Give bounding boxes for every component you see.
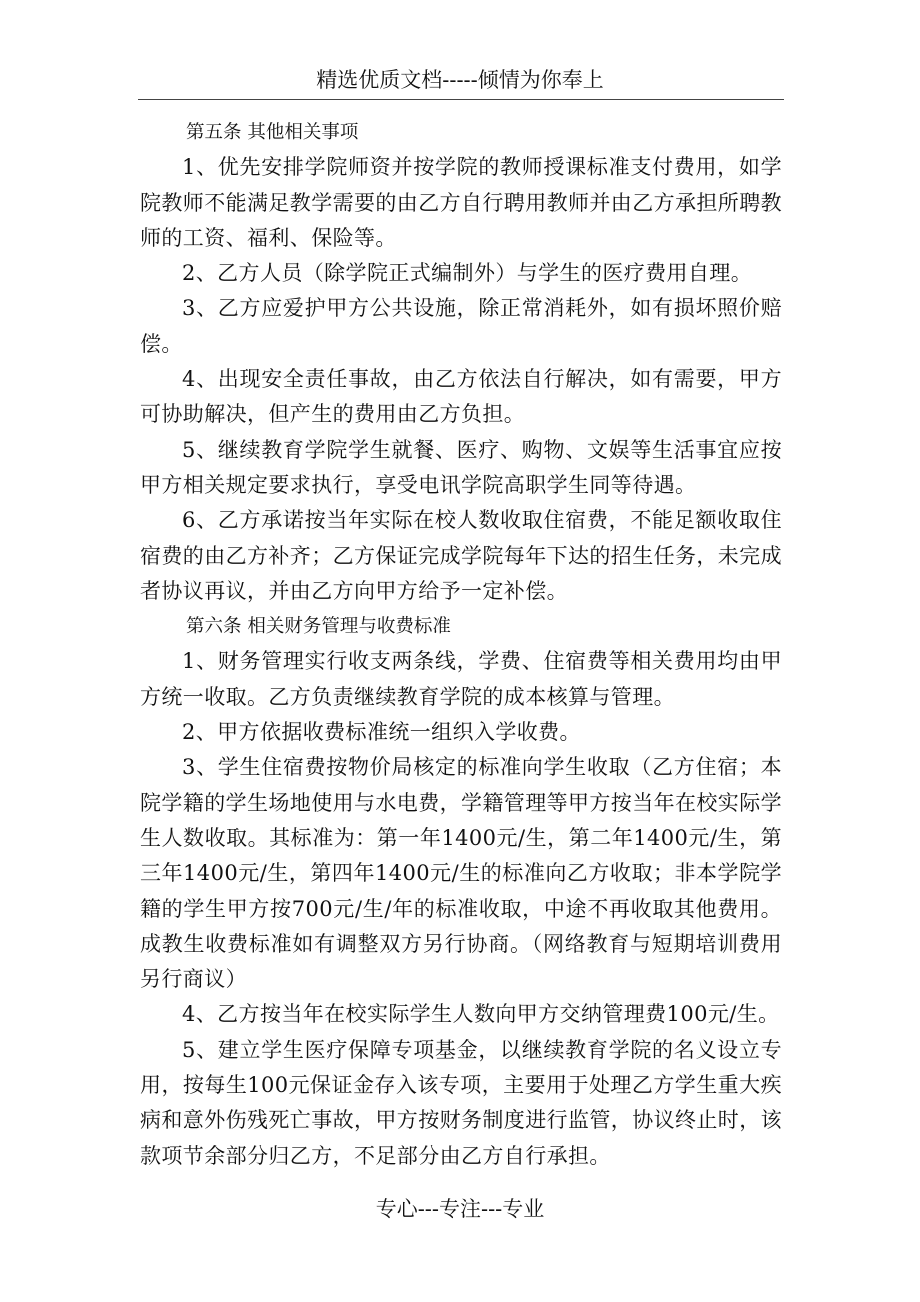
- paragraph: 1、财务管理实行收支两条线，学费、住宿费等相关费用均由甲方统一收取。乙方负责继续教育学院的成本核算与管理。: [140, 649, 782, 709]
- paragraph: 1、优先安排学院师资并按学院的教师授课标准支付费用，如学院教师不能满足教学需要的由乙方自行聘用教师并由乙方承担所聘教师的工资、福利、保险等。: [140, 155, 782, 250]
- paragraph: 4、出现安全责任事故，由乙方依法自行解决，如有需要，甲方可协助解决，但产生的费用由乙方负担。: [140, 367, 782, 427]
- document-body: [140, 115, 782, 1174]
- paragraph: 4、乙方按当年在校实际学生人数向甲方交纳管理费100元/生。: [182, 1002, 780, 1027]
- header-divider: [138, 99, 784, 100]
- paragraph: 5、继续教育学院学生就餐、医疗、购物、文娱等生活事宜应按甲方相关规定要求执行，享受电讯学院高职学生同等待遇。: [140, 437, 782, 497]
- paragraph: 6、乙方承诺按当年实际在校人数收取住宿费，不能足额收取住宿费的由乙方补齐；乙方保证完成学院每年下达的招生任务，未完成者协议再议，并由乙方向甲方给予一定补偿。: [140, 508, 782, 603]
- paragraph: 5、建立学生医疗保障专项基金，以继续教育学院的名义设立专用，按每生100元保证金存入该专项，主要用于处理乙方学生重大疾病和意外伤残死亡事故，甲方按财务制度进行监管，协议终止时，该款项节余部分归乙方，不足部分由乙方自行承担。: [140, 1037, 782, 1168]
- page-header: 精选优质文档-----倾情为你奉上: [316, 68, 604, 92]
- section-title-article-6: 第六条 相关财务管理与收费标准: [186, 616, 451, 638]
- paragraph: 2、乙方人员（除学院正式编制外）与学生的医疗费用自理。: [182, 261, 753, 286]
- section-title-article-5: 第五条 其他相关事项: [186, 122, 359, 143]
- page-footer: 专心---专注---专业: [375, 1197, 545, 1221]
- paragraph: 2、甲方依据收费标准统一组织入学收费。: [182, 720, 581, 745]
- paragraph: 3、乙方应爱护甲方公共设施，除正常消耗外，如有损坏照价赔偿。: [140, 296, 782, 356]
- paragraph: 3、学生住宿费按物价局核定的标准向学生收取（乙方住宿；本院学籍的学生场地使用与水电费，学籍管理等甲方按当年在校实际学生人数收取。其标准为：第一年1400元/生，第二年1400元/生，第三年1400元/生，第四年1400元/生的标准向乙方收取；非本学院学籍的学生甲方按700元/生/年的标准收取，中途不再收取其他费用。成教生收费标准如有调整双方另行协商。（网络教育与短期培训费用另行商议）: [140, 755, 782, 992]
